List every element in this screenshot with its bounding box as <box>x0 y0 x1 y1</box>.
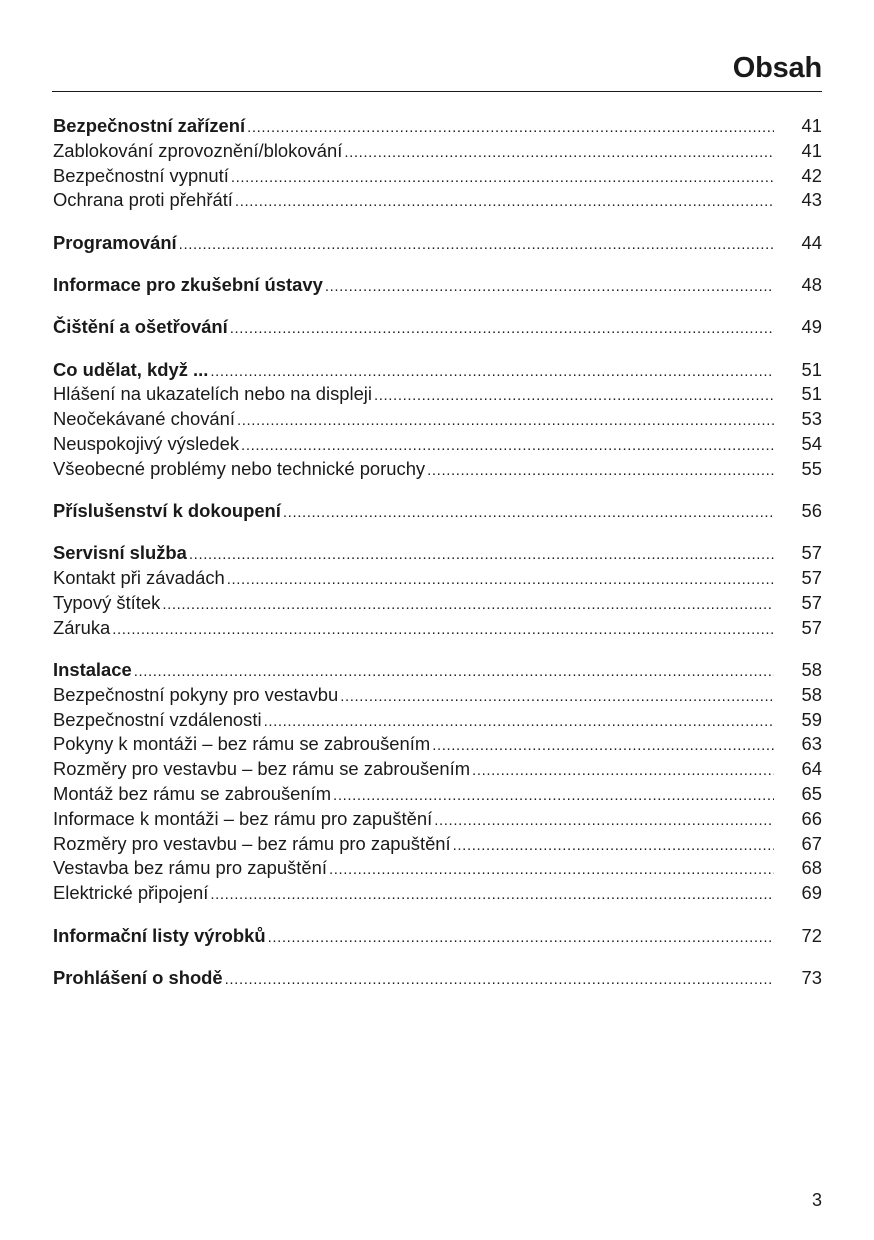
toc-entry-label: Příslušenství k dokoupení <box>53 500 281 522</box>
toc-entry-label: Hlášení na ukazatelích nebo na displeji <box>53 383 372 405</box>
toc-entry[interactable] <box>53 457 822 482</box>
toc-dot-leader <box>247 116 774 141</box>
toc-dot-leader <box>325 275 774 300</box>
toc-entry-page: 57 <box>801 542 822 564</box>
toc-entry[interactable] <box>53 708 822 733</box>
toc-dot-leader <box>235 190 774 215</box>
toc-entry-label: Bezpečnostní pokyny pro vestavbu <box>53 683 339 705</box>
toc-entry[interactable] <box>53 566 822 591</box>
toc-dot-leader <box>227 568 774 593</box>
toc-entry[interactable] <box>53 881 822 906</box>
toc-section-cleaning <box>53 315 822 340</box>
toc-dot-leader <box>344 141 774 166</box>
toc-dot-leader <box>210 883 774 908</box>
title-divider <box>52 91 822 92</box>
toc-entry-label: Všeobecné problémy nebo technické poruchy <box>53 457 426 479</box>
toc-dot-leader <box>231 166 774 191</box>
toc-entry-label: Informace k montáži – bez rámu pro zapuštění <box>53 807 433 829</box>
toc-entry-label: Neuspokojivý výsledek <box>53 432 240 454</box>
toc-entry[interactable] <box>53 924 822 949</box>
toc-entry-label: Kontakt při závadách <box>53 567 225 589</box>
toc-entry[interactable] <box>53 432 822 457</box>
toc-entry-page: 58 <box>801 683 822 705</box>
toc-dot-leader <box>434 809 774 834</box>
toc-entry-page: 73 <box>801 966 822 988</box>
toc-entry-page: 68 <box>801 857 822 879</box>
toc-entry[interactable] <box>53 188 822 213</box>
toc-dot-leader <box>264 710 774 735</box>
toc-entry-label: Prohlášení o shodě <box>53 966 223 988</box>
toc-entry-label: Informace pro zkušební ústavy <box>53 273 323 295</box>
toc-entry[interactable] <box>53 966 822 991</box>
toc-entry-label: Ochrana proti přehřátí <box>53 189 233 211</box>
toc-entry-page: 58 <box>801 659 822 681</box>
toc-entry-page: 57 <box>801 616 822 638</box>
toc-entry-page: 57 <box>801 591 822 613</box>
toc-entry-page: 53 <box>801 408 822 430</box>
toc-entry[interactable] <box>53 832 822 857</box>
toc-dot-leader <box>268 926 774 951</box>
toc-entry[interactable] <box>53 732 822 757</box>
toc-dot-leader <box>225 968 774 993</box>
toc-dot-leader <box>189 543 774 568</box>
toc-section-service <box>53 541 822 640</box>
toc-entry-page: 67 <box>801 832 822 854</box>
toc-dot-leader <box>112 618 774 643</box>
toc-entry-page: 41 <box>801 115 822 136</box>
toc-entry-page: 48 <box>801 273 822 295</box>
toc-entry-label: Zablokování zprovoznění/blokování <box>53 139 343 161</box>
toc-section-installation <box>53 658 822 906</box>
toc-entry-page: 59 <box>801 708 822 730</box>
toc-entry[interactable] <box>53 315 822 340</box>
toc-entry-label: Vestavba bez rámu pro zapuštění <box>53 857 327 879</box>
toc-entry-label: Co udělat, když ... <box>53 358 209 380</box>
toc-entry-page: 69 <box>801 882 822 904</box>
page-number: 3 <box>811 1190 822 1210</box>
toc-dot-leader <box>237 409 774 434</box>
toc-entry-page: 49 <box>801 316 822 338</box>
toc-entry-page: 41 <box>801 139 822 161</box>
toc-entry-label: Servisní služba <box>53 542 187 564</box>
toc-entry-label: Rozměry pro vestavbu – bez rámu pro zapuštění <box>53 832 451 854</box>
toc-section-programming <box>53 231 822 256</box>
toc-section-product-sheets <box>53 924 822 949</box>
toc-dot-leader <box>241 434 774 459</box>
toc-entry[interactable] <box>53 683 822 708</box>
toc-dot-leader <box>472 759 774 784</box>
toc-section-test-info <box>53 273 822 298</box>
toc-dot-leader <box>427 459 774 484</box>
toc-entry-page: 43 <box>801 189 822 211</box>
toc-entry[interactable] <box>53 407 822 432</box>
toc-dot-leader <box>432 734 774 759</box>
toc-entry[interactable] <box>53 139 822 164</box>
toc-entry-label: Instalace <box>53 659 132 681</box>
table-of-contents <box>53 114 822 991</box>
toc-dot-leader <box>210 360 774 385</box>
toc-entry[interactable] <box>53 273 822 298</box>
toc-entry-page: 63 <box>801 733 822 755</box>
toc-entry-page: 42 <box>801 164 822 186</box>
toc-entry[interactable] <box>53 807 822 832</box>
toc-entry-label: Informační listy výrobků <box>53 924 266 946</box>
toc-entry-page: 64 <box>801 758 822 780</box>
toc-entry-page: 51 <box>801 358 822 380</box>
toc-entry-label: Čištění a ošetřování <box>53 316 228 338</box>
toc-section-troubleshooting <box>53 358 822 482</box>
toc-section-safety <box>53 114 822 213</box>
toc-entry-label: Bezpečnostní vypnutí <box>53 164 229 186</box>
toc-entry[interactable] <box>53 541 822 566</box>
toc-entry-page: 66 <box>801 807 822 829</box>
toc-dot-leader <box>134 660 774 685</box>
toc-entry[interactable] <box>53 358 822 383</box>
toc-entry-label: Montáž bez rámu se zabroušením <box>53 783 332 805</box>
toc-entry-label: Rozměry pro vestavbu – bez rámu se zabroušením <box>53 758 471 780</box>
toc-entry-label: Programování <box>53 231 177 253</box>
toc-entry[interactable] <box>53 757 822 782</box>
toc-entry-label: Pokyny k montáži – bez rámu se zabroušením <box>53 733 431 755</box>
toc-entry[interactable] <box>53 231 822 256</box>
toc-entry-label: Záruka <box>53 616 111 638</box>
toc-entry[interactable] <box>53 782 822 807</box>
toc-dot-leader <box>340 685 774 710</box>
toc-entry-label: Neočekávané chování <box>53 408 235 430</box>
toc-entry-page: 55 <box>801 457 822 479</box>
toc-dot-leader <box>283 501 774 526</box>
toc-entry[interactable] <box>53 856 822 881</box>
toc-entry[interactable] <box>53 164 822 189</box>
toc-dot-leader <box>162 593 774 618</box>
toc-section-declaration <box>53 966 822 991</box>
toc-dot-leader <box>230 317 774 342</box>
toc-entry-page: 72 <box>801 924 822 946</box>
toc-dot-leader <box>329 858 774 883</box>
toc-entry-label: Bezpečnostní vzdálenosti <box>53 708 262 730</box>
toc-entry-page: 51 <box>801 383 822 405</box>
toc-entry-page: 54 <box>801 432 822 454</box>
toc-entry-page: 65 <box>801 783 822 805</box>
toc-entry-label: Elektrické připojení <box>53 882 209 904</box>
toc-entry-label: Bezpečnostní zařízení <box>53 115 246 136</box>
toc-dot-leader <box>179 233 774 258</box>
toc-dot-leader <box>453 834 774 859</box>
toc-entry-page: 57 <box>801 567 822 589</box>
toc-entry-page: 44 <box>801 231 822 253</box>
toc-entry[interactable] <box>53 591 822 616</box>
toc-entry[interactable] <box>53 658 822 683</box>
toc-entry[interactable] <box>53 616 822 641</box>
page-title: Obsah <box>732 52 822 84</box>
toc-entry-label: Typový štítek <box>53 591 161 613</box>
toc-entry[interactable] <box>53 499 822 524</box>
toc-dot-leader <box>374 384 774 409</box>
toc-section-accessories <box>53 499 822 524</box>
toc-dot-leader <box>333 784 774 809</box>
toc-entry[interactable] <box>53 382 822 407</box>
toc-entry[interactable] <box>53 114 822 139</box>
toc-entry-page: 56 <box>801 500 822 522</box>
